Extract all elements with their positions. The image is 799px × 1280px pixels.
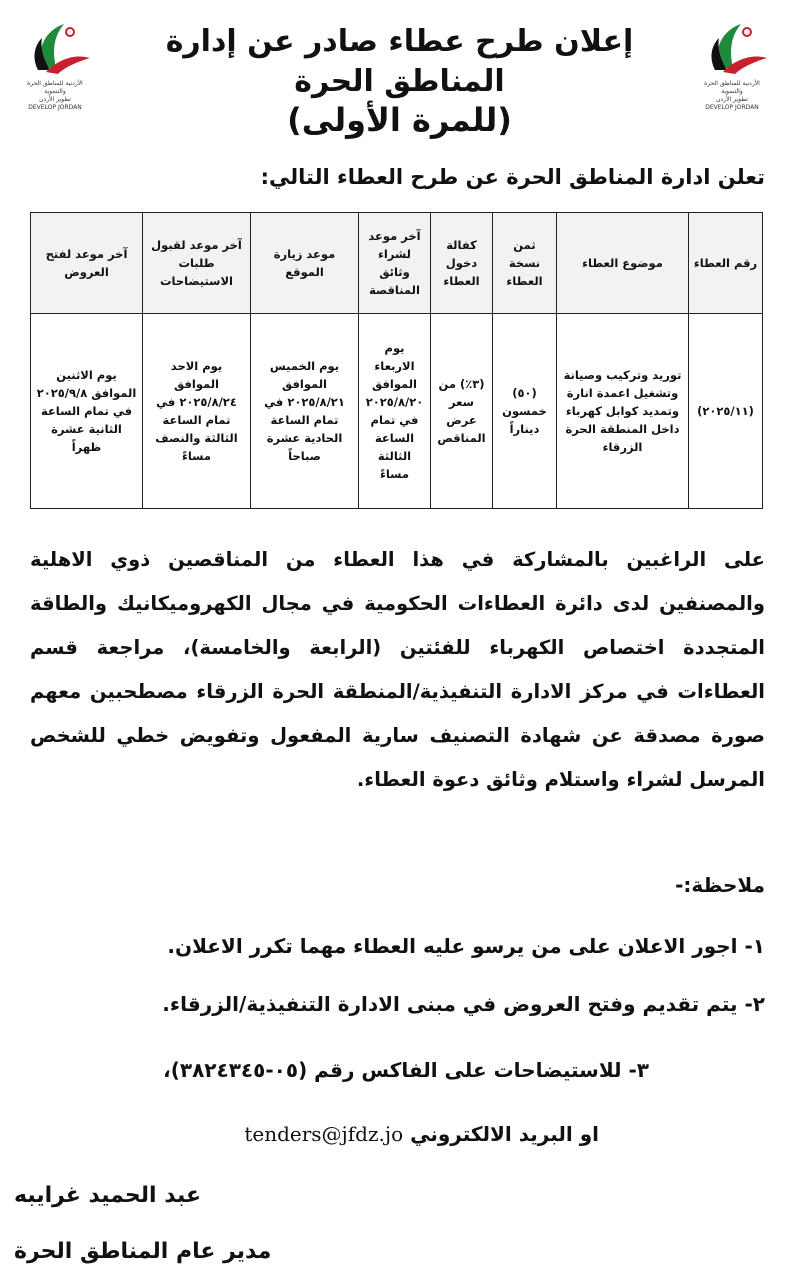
page-title: إعلان طرح عطاء صادر عن إدارة المناطق الحرة — [165, 24, 634, 99]
logo-caption: الأردنية للمناطق الحرة والتنموية تطوير الأردن DEVELOP JORDAN — [704, 80, 760, 111]
cell-purchase-deadline: يوم الاربعاء الموافق ٢٠٢٥/٨/٢٠ في تمام الساعة الثالثة مساءً — [359, 314, 431, 509]
intro-text: تعلن ادارة المناطق الحرة عن طرح العطاء التالي: — [260, 165, 765, 189]
header-copy-price: ثمن نسخة العطاء — [493, 213, 557, 314]
logo-caption: الأردنية للمناطق الحرة والتنموية تطوير الأردن DEVELOP JORDAN — [27, 80, 83, 111]
develop-jordan-logo-icon — [693, 18, 771, 76]
tender-table — [30, 212, 763, 509]
header-bid-bond: كفالة دخول العطاء — [431, 213, 493, 314]
develop-jordan-logo-icon — [16, 18, 94, 76]
table-header-row — [31, 213, 763, 314]
cell-tender-subject: توريد وتركيب وصيانة وتشغيل اعمدة انارة وتمديد كوابل كهرباء داخل المنطقة الحرة الزرقاء — [557, 314, 689, 509]
table-row — [31, 314, 763, 509]
signature-title: مدير عام المناطق الحرة — [14, 1239, 272, 1264]
header-opening-date: آخر موعد لفتح العروض — [31, 213, 143, 314]
header-purchase-deadline: آخر موعد لشراء وثائق المناقصة — [359, 213, 431, 314]
header-tender-subject: موضوع العطاء — [557, 213, 689, 314]
cell-copy-price: (٥٠) خمسون ديناراً — [493, 314, 557, 509]
logo-left — [16, 18, 94, 111]
email-line — [244, 1116, 599, 1152]
note-item-1: ١- اجور الاعلان على من يرسو عليه العطاء مهما تكرر الاعلان. — [167, 934, 765, 958]
note-item-3: ٣- للاستيضاحات على الفاكس رقم (٠٥-٣٨٢٤٣٤٥)، — [163, 1058, 649, 1082]
body-paragraph: على الراغبين بالمشاركة في هذا العطاء من المناقصين ذوي الاهلية والمصنفين لدى دائرة العطاءات الحكومية في مجال الكهروميكانيك والطاقة المتجددة اختصاص الكهرباء للفئتين (الرابعة والخامسة)، مراجعة قسم العطاءات في مركز الادارة التنفيذية/المنطقة الحرة الزرقاء مصطحبين معهم صورة مصدقة عن شهادة التصنيف سارية المفعول وتفويض خطي للشخص المرسل لشراء واستلام وثائق دعوة العطاء. — [30, 548, 765, 791]
cell-clarification-deadline: يوم الاحد الموافق ٢٠٢٥/٨/٢٤ في تمام الساعة الثالثة والنصف مساءً — [143, 314, 251, 509]
header-site-visit: موعد زيارة الموقع — [251, 213, 359, 314]
cell-opening-date: يوم الاثنين الموافق ٢٠٢٥/٩/٨ في تمام الساعة الثانية عشرة ظهراً — [31, 314, 143, 509]
page-subtitle: (للمرة الأولى) — [287, 101, 512, 139]
cell-site-visit: يوم الخميس الموافق ٢٠٢٥/٨/٢١ في تمام الساعة الحادية عشرة صباحاً — [251, 314, 359, 509]
header-clarification-deadline: آخر موعد لقبول طلبات الاستيضاحات — [143, 213, 251, 314]
email-prefix: او البريد الالكتروني — [410, 1122, 599, 1146]
email-link[interactable]: tenders@jfdz.jo — [244, 1122, 404, 1146]
logo-right — [693, 18, 771, 111]
notes-label: ملاحظة:- — [675, 873, 765, 897]
cell-tender-number: (٢٠٢٥/١١) — [689, 314, 763, 509]
cell-bid-bond: (٣٪) من سعر عرض المناقص — [431, 314, 493, 509]
note-item-2: ٢- يتم تقديم وفتح العروض في مبنى الادارة التنفيذية/الزرقاء. — [162, 992, 765, 1016]
header-tender-number: رقم العطاء — [689, 213, 763, 314]
signature-name: عبد الحميد غرايبه — [14, 1183, 201, 1208]
